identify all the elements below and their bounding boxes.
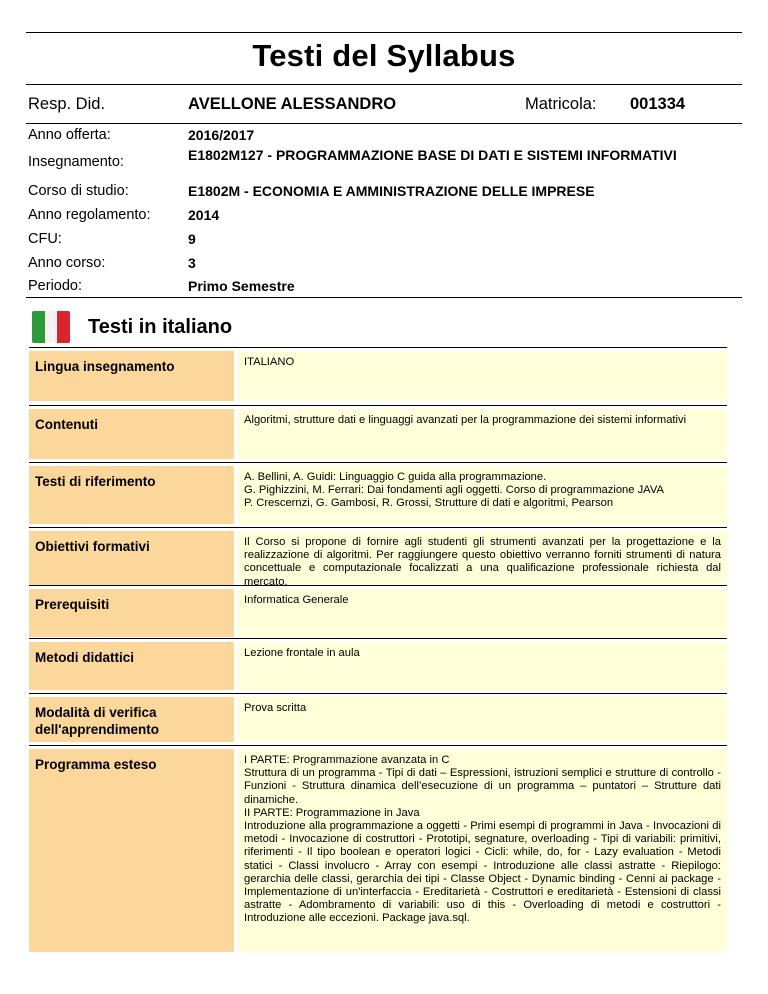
row-divider — [29, 405, 727, 406]
row-divider — [29, 347, 727, 348]
row-line: A. Bellini, A. Guidi: Linguaggio C guida alla programmazione. — [244, 471, 547, 483]
row-label: Obiettivi formativi — [29, 531, 234, 585]
row-line: G. Pighizzini, M. Ferrari: Dai fondamenti agli oggetti. Corso di programmazione JAVA — [244, 484, 664, 497]
row-contenuti — [29, 409, 727, 459]
row-value — [238, 409, 727, 459]
row-value — [238, 351, 727, 401]
field-label-cfu: CFU: — [28, 231, 62, 247]
flag-red — [57, 311, 70, 343]
row-line: Informatica Generale — [244, 594, 349, 606]
row-verifica — [29, 697, 727, 742]
matricola-value: 001334 — [630, 95, 686, 113]
field-label-anno-offerta: Anno offerta: — [28, 127, 111, 143]
row-value — [238, 697, 727, 742]
field-label-insegnamento: Insegnamento: — [28, 154, 124, 170]
row-line: Algoritmi, strutture dati e linguaggi avanzati per la programmazione dei sistemi informativi — [244, 414, 687, 426]
row-value — [238, 642, 727, 690]
row-line: I PARTE: Programmazione avanzata in C — [244, 754, 450, 766]
row-testi — [29, 466, 727, 524]
row-divider — [29, 585, 727, 586]
row-value — [238, 466, 727, 524]
section-title: Testi in italiano — [88, 316, 233, 338]
italian-flag-icon — [32, 311, 70, 343]
row-label: Programma esteso — [29, 749, 234, 952]
row-line: ITALIANO — [244, 356, 295, 368]
row-label: Modalità di verifica dell'apprendimento — [29, 697, 234, 742]
row-divider — [29, 527, 727, 528]
top-rule — [26, 32, 742, 33]
row-divider — [29, 462, 727, 463]
row-divider — [29, 693, 727, 694]
row-label: Contenuti — [29, 409, 234, 459]
flag-white — [45, 311, 58, 343]
field-label-anno-corso: Anno corso: — [28, 255, 106, 271]
field-value-periodo: Primo Semestre — [188, 278, 295, 294]
row-value — [238, 589, 727, 637]
row-line: Il Corso si propone di fornire agli studenti gli strumenti avanzati per la progettazione e la realizzazione di algoritmi. Per raggiungere questo obiettivo verranno forniti strumenti di natura concettuale e computazionale focalizzati a una qualificazione professionale richiesta dal mercato. — [244, 536, 721, 588]
row-value — [238, 749, 727, 952]
row-divider — [29, 745, 727, 746]
field-label-corso: Corso di studio: — [28, 183, 129, 199]
flag-green — [32, 311, 45, 343]
row-label: Prerequisiti — [29, 589, 234, 637]
row-line: II PARTE: Programmazione in Java — [244, 806, 420, 819]
fields-rule — [26, 297, 742, 298]
field-value-anno-corso: 3 — [188, 255, 196, 271]
row-obiettivi — [29, 531, 727, 588]
field-value-corso: E1802M - ECONOMIA E AMMINISTRAZIONE DELLE IMPRESE — [188, 183, 595, 199]
row-line: P. Crescernzi, G. Gambosi, R. Grossi, Strutture di dati e algoritmi, Pearson — [244, 497, 614, 510]
row-lingua — [29, 351, 727, 401]
field-value-anno-regolamento: 2014 — [188, 207, 220, 223]
row-label: Testi di riferimento — [29, 466, 234, 524]
row-prerequisiti — [29, 589, 727, 637]
field-label-periodo: Periodo: — [28, 278, 83, 294]
row-line: Lezione frontale in aula — [244, 647, 360, 659]
field-value-insegnamento: E1802M127 - PROGRAMMAZIONE BASE DI DATI E SISTEMI INFORMATIVI — [188, 147, 677, 163]
resp-value: AVELLONE ALESSANDRO — [188, 95, 397, 113]
row-line: Struttura di un programma - Tipi di dati – Espressioni, istruzioni semplici e strutture di controllo - Funzioni - Struttura dinamica dell’esecuzione di un programma – puntatori – Strutture dati dinamiche. — [244, 767, 721, 806]
row-value — [238, 531, 727, 588]
field-value-anno-offerta: 2016/2017 — [188, 127, 255, 143]
title-rule — [26, 84, 742, 85]
matricola-label: Matricola: — [525, 95, 597, 113]
row-metodi — [29, 642, 727, 690]
field-label-anno-regolamento: Anno regolamento: — [28, 207, 151, 223]
row-label: Lingua insegnamento — [29, 351, 234, 401]
row-line: Prova scritta — [244, 702, 307, 714]
field-value-cfu: 9 — [188, 231, 196, 247]
row-label: Metodi didattici — [29, 642, 234, 690]
row-divider — [29, 638, 727, 639]
header-rule — [26, 123, 742, 124]
row-line: Introduzione alla programmazione a oggetti - Primi esempi di programmi in Java - Invocazioni di metodi - Invocazione di costruttori - Prototipi, segnature, overloading - Tipi di variabili: primitivi, riferimenti - Il tipo boolean e operatori logici - Cicli: while, do, for - Lazy evaluation - Metodi statici - Classi involucro - Array con esempi - Introduzione alle classi astratte - Riepilogo: gerarchia delle classi, gerarchia dei tipi - Classe Object - Dynamic binding - Cenni ai package - Implementazione di un'interfaccia - Ereditarietà - Costruttori e ereditarietà - Estensioni di classi astratte - Adombramento di variabili: uso di this - Overloading di metodi e costruttori - Introduzione alle eccezioni. Package java.sql. — [244, 820, 721, 925]
page-title: Testi del Syllabus — [252, 38, 516, 73]
resp-label: Resp. Did. — [28, 95, 106, 113]
row-programma — [29, 749, 727, 952]
